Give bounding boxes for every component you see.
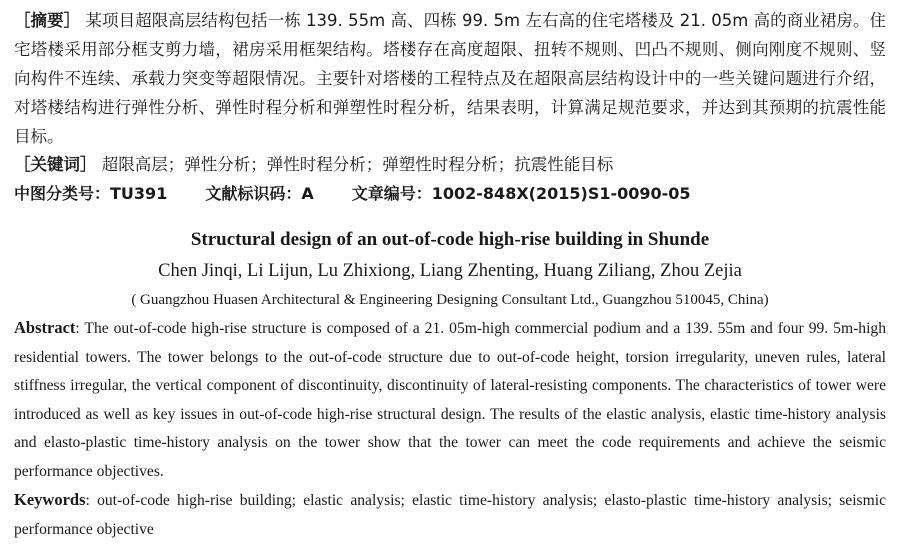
chinese-keywords-label: ［关键词］ bbox=[14, 155, 97, 174]
english-authors: Chen Jinqi, Li Lijun, Lu Zhixiong, Liang Zhenting, Huang Ziliang, Zhou Zejia bbox=[158, 261, 742, 281]
english-abstract bbox=[14, 314, 886, 487]
english-affiliation: ( Guangzhou Huasen Architectural & Engineering Designing Consultant Ltd., Guangzhou 510045, China) bbox=[131, 292, 769, 308]
clc-value: TU391 bbox=[110, 184, 168, 203]
english-title: Structural design of an out-of-code high-rise building in Shunde bbox=[190, 229, 710, 250]
chinese-keywords-text: 超限高层；弹性分析；弹性时程分析；弹塑性时程分析；抗震性能目标 bbox=[96, 155, 614, 174]
clc-label: 中图分类号： bbox=[14, 184, 111, 203]
english-abstract-text: : The out-of-code high-rise structure is composed of a 21. 05m-high commercial podium and a 139. 55m and four 99. 5m-high residential towers. The tower belongs to the out-of-code structure due to out-of-code height, torsion irregularity, uneven rules, lateral stiffness irregular, the vertical component of discontinuity, discontinuity of lateral-resisting components. The characteristics of tower were introduced as well as key issues in out-of-code high-rise structural design. The results of the elastic analysis, elastic time-history analysis and elasto-plastic time-history analysis on the tower show that the tower can meet the code requirements and achieve the seismic performance objectives. bbox=[14, 320, 886, 480]
chinese-abstract-label: ［摘要］ bbox=[14, 11, 81, 30]
chinese-abstract bbox=[14, 6, 886, 151]
classification-line bbox=[14, 179, 886, 208]
doc-code-label: 文献标识码： bbox=[205, 184, 302, 203]
chinese-keywords bbox=[14, 150, 886, 179]
english-keywords bbox=[14, 486, 886, 544]
english-keywords-label: Keywords bbox=[14, 490, 86, 509]
doc-code-value: A bbox=[301, 184, 314, 203]
english-abstract-label: Abstract bbox=[14, 318, 76, 337]
english-keywords-text: : out-of-code high-rise building; elastic analysis; elastic time-history analysis; elasto-plastic time-history analysis; seismic performance objective bbox=[14, 492, 886, 538]
chinese-abstract-text: 某项目超限高层结构包括一栋 139. 55m 高、四栋 99. 5m 左右高的住宅塔楼及 21. 05m 高的商业裙房。住宅塔楼采用部分框支剪力墙，裙房采用框架结构。塔楼存在高度超限、扭转不规则、凹凸不规则、侧向刚度不规则、竖向构件不连续、承载力突变等超限情况。主要针对塔楼的工程特点及在超限高层结构设计中的一些关键问题进行介绍，对塔楼结构进行弹性分析、弹性时程分析和弹塑性时程分析，结果表明，计算满足规范要求，并达到其预期的抗震性能目标。 bbox=[14, 11, 886, 146]
article-no-value: 1002-848X(2015)S1-0090-05 bbox=[431, 184, 691, 203]
article-no-label: 文章编号： bbox=[351, 184, 432, 203]
